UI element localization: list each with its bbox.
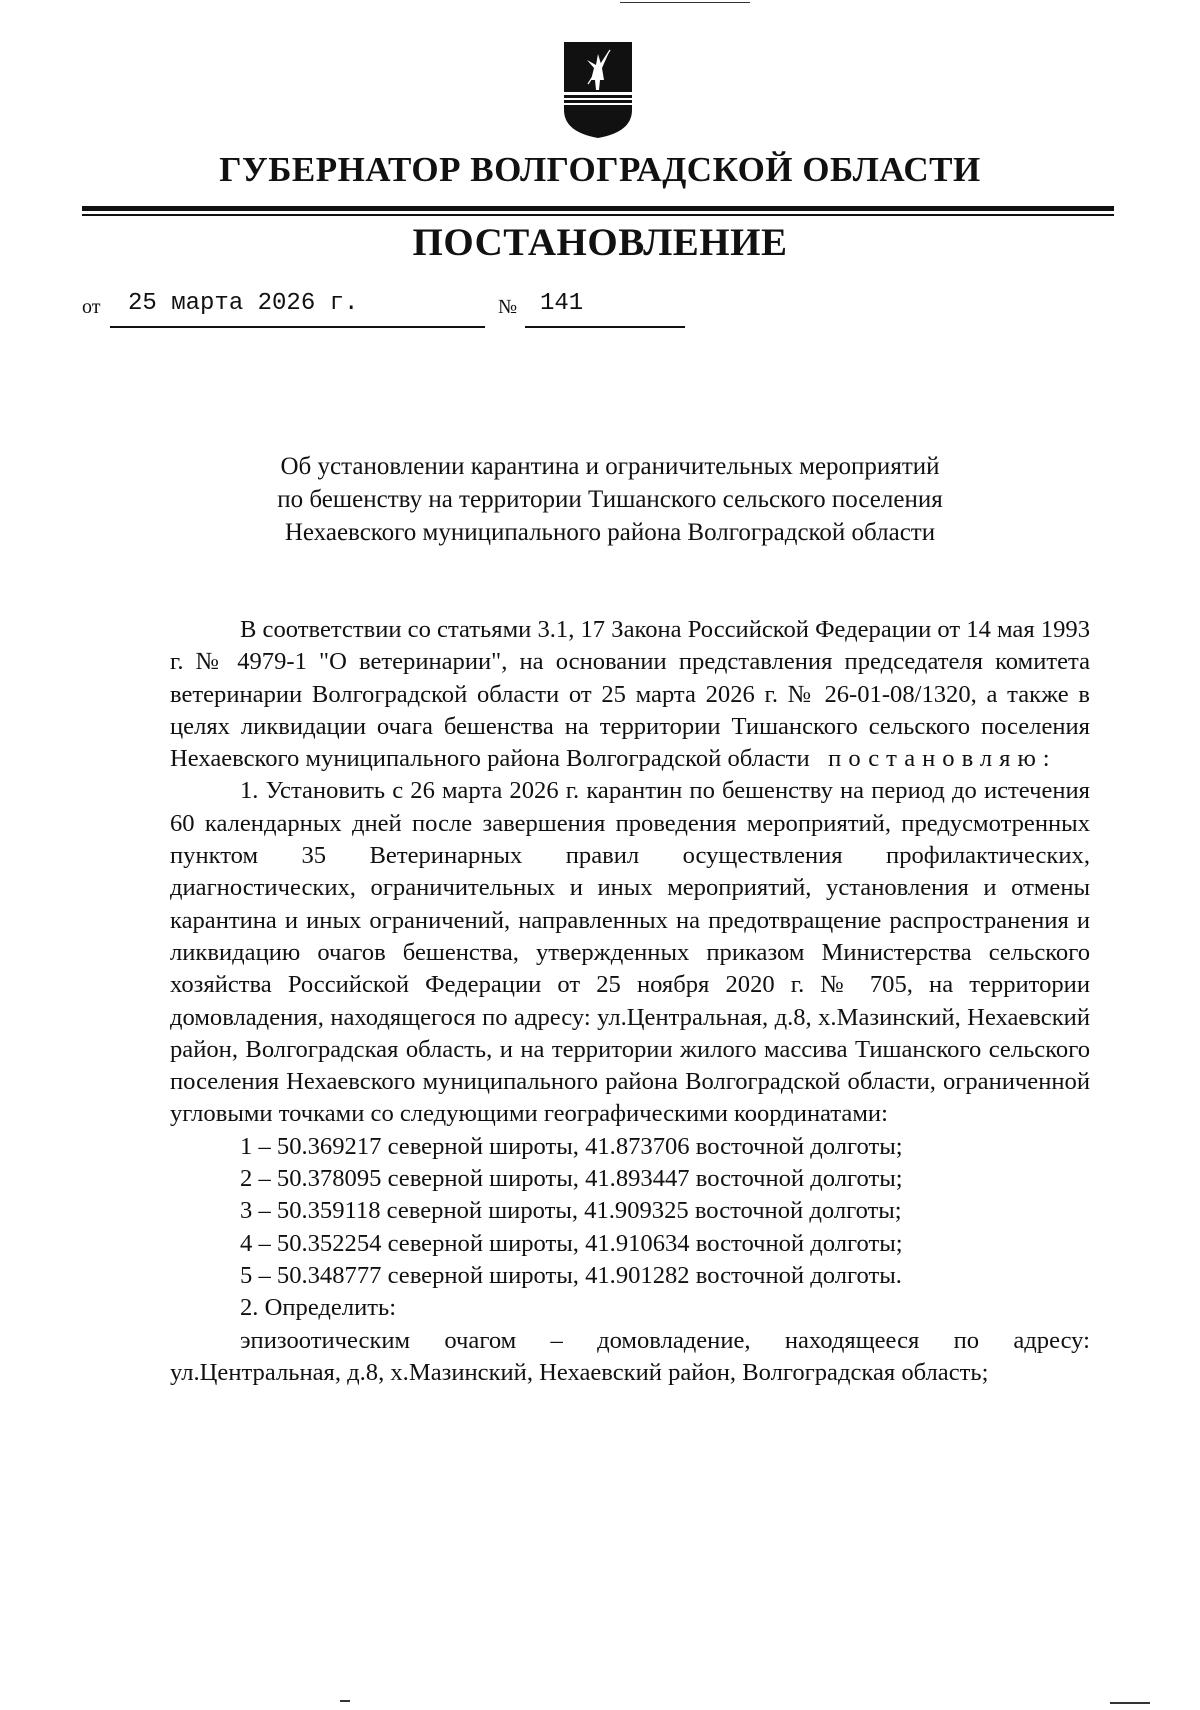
item-2-paragraph: эпизоотическим очагом – домовладение, находящееся по адресу: ул.Центральная, д.8, х.Мазинский, Нехаевский район, Волгоградская область; [170,1326,1090,1386]
coat-of-arms-emblem [560,40,636,140]
document-body [170,614,1090,1389]
resolve-word: постановляю: [828,745,1057,773]
coordinate-point: 1 – 50.369217 северной широты, 41.873706 восточной долготы; [240,1132,903,1160]
coordinate-point: 2 – 50.378095 северной широты, 41.893447 восточной долготы; [240,1165,903,1193]
scan-speck [620,2,750,3]
item-1-paragraph: 1. Установить с 26 марта 2026 г. карантин по бешенству на период до истечения 60 календарных дней после завершения проведения мероприятий, предусмотренных пунктом 35 Ветеринарных правил осуществления профилактических, диагностических, ограничительных и иных мероприятий, установления и отмены карантина и иных ограничений, направленных на предотвращение распространения и ликвидацию очагов бешенства, утвержденных приказом Министерства сельского хозяйства Российской Федерации от 25 ноября 2020 г. № 705, на территории домовладения, находящегося по адресу: ул.Центральная, д.8, х.Мазинский, Нехаевский район, Волгоградская область, и на территории жилого массива Тишанского сельского поселения Нехаевского муниципального района Волгоградской области, ограниченной угловыми точками со следующими географическими координатами: [170,777,1090,1128]
number-value: 141 [540,290,584,317]
date-underline [110,326,485,328]
coordinates-list [170,1131,1090,1292]
coordinate-point: 4 – 50.352254 северной широты, 41.910634 восточной долготы; [240,1229,903,1257]
header-rule-thin [82,214,1114,216]
title-line: по бешенству на территории Тишанского сельского поселения [277,486,943,513]
header-rule-thick [82,206,1114,211]
title-line: Нехаевского муниципального района Волгоградской области [284,519,936,546]
document-title [170,450,1050,549]
title-line: Об установлении карантина и ограничительных мероприятий [280,453,940,480]
date-label: от [82,296,101,318]
document-type: ПОСТАНОВЛЕНИЕ [412,221,788,264]
preamble-paragraph [170,614,1090,775]
number-label: № [498,296,518,318]
coordinate-point: 3 – 50.359118 северной широты, 41.909325 восточной долготы; [240,1197,902,1225]
issuing-authority: ГУБЕРНАТОР ВОЛГОГРАДСКОЙ ОБЛАСТИ [219,150,981,189]
preamble-text: В соответствии со статьями 3.1, 17 Закона Российской Федерации от 14 мая 1993 г. № 4979-1 "О ветеринарии", на основании представления председателя комитета ветеринарии Волгоградской области от 25 марта 2026 г. № 26-01-08/1320, а также в целях ликвидации очага бешенства на территории Тишанского сельского поселения Нехаевского муниципального района Волгоградской области [170,616,1090,773]
number-underline [525,326,685,328]
date-value: 25 марта 2026 г. [128,290,359,317]
item-2-heading: 2. Определить: [240,1294,397,1322]
scan-speck [340,1700,350,1702]
coordinate-point: 5 – 50.348777 северной широты, 41.901282 восточной долготы. [240,1261,902,1289]
scan-speck [1110,1702,1150,1704]
